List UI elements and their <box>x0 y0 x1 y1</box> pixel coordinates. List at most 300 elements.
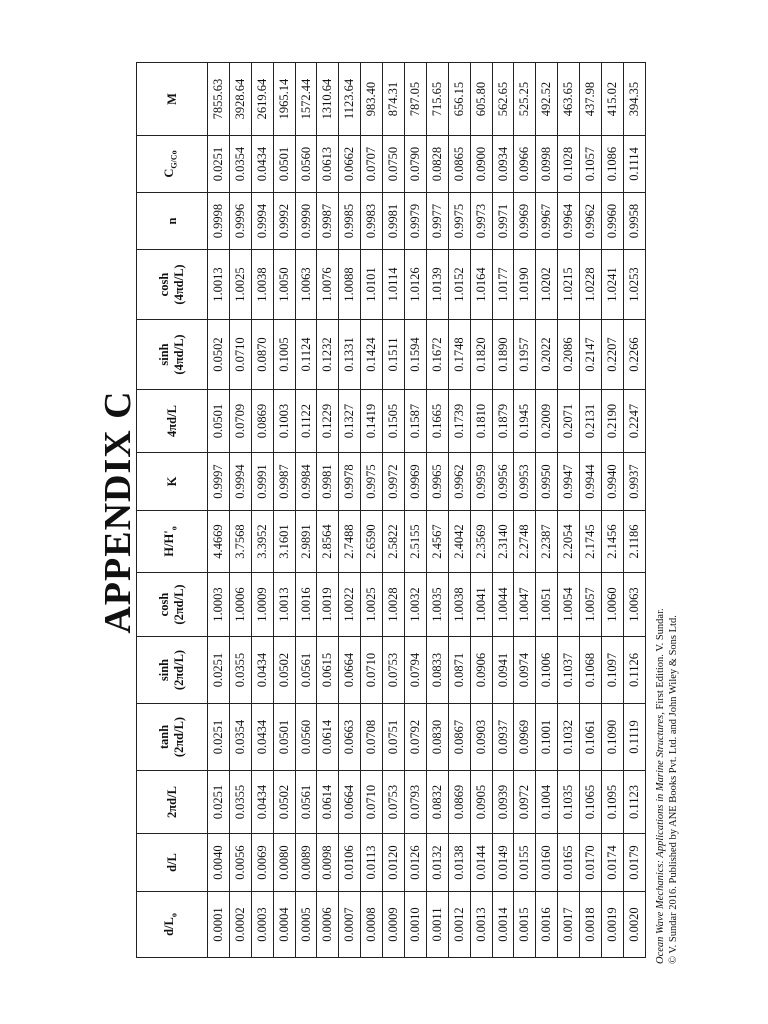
table-cell: 0.9997 <box>208 453 230 511</box>
table-cell: 2.7488 <box>339 511 361 573</box>
table-cell: 1.0016 <box>295 573 317 637</box>
page-title: APPENDIX C <box>97 390 139 634</box>
table-cell: 0.0830 <box>426 704 448 771</box>
table-cell: 0.9975 <box>448 193 470 250</box>
table-cell: 1.0044 <box>492 573 514 637</box>
table-cell: 0.1061 <box>580 704 602 771</box>
table-cell: 0.0900 <box>470 136 492 193</box>
book-title: Ocean Wave Mechanics: Applications in Marine Structures <box>655 714 666 964</box>
table-row <box>208 63 230 958</box>
table-cell: 0.1004 <box>536 771 558 834</box>
table-cell: 0.1748 <box>448 320 470 390</box>
table-cell: 0.0015 <box>514 892 536 958</box>
table-cell: 3928.64 <box>229 63 251 136</box>
table-cell: 983.40 <box>361 63 383 136</box>
table-cell: 0.0664 <box>339 771 361 834</box>
table-cell: 0.0069 <box>251 834 273 892</box>
table-cell: 562.65 <box>492 63 514 136</box>
table-cell: 1.0013 <box>208 250 230 320</box>
table-cell: 1.0241 <box>602 250 624 320</box>
table-row <box>580 63 602 958</box>
table-cell: 787.05 <box>405 63 427 136</box>
table-cell: 0.0018 <box>580 892 602 958</box>
table-cell: 0.1739 <box>448 390 470 453</box>
table-cell: 1.0025 <box>229 250 251 320</box>
table-cell: 0.0972 <box>514 771 536 834</box>
table-cell: 0.0089 <box>295 834 317 892</box>
column-header-label: d/L <box>164 853 179 872</box>
table-cell: 2619.64 <box>251 63 273 136</box>
column-header-label: 4πd/L <box>164 405 179 437</box>
table-cell: 0.2071 <box>558 390 580 453</box>
table-cell: 0.9977 <box>426 193 448 250</box>
table-cell: 0.0941 <box>492 637 514 704</box>
table-cell: 0.0251 <box>208 771 230 834</box>
table-cell: 0.0144 <box>470 834 492 892</box>
table-cell: 0.0010 <box>405 892 427 958</box>
table-cell: 0.2247 <box>623 390 645 453</box>
table-cell: 3.1601 <box>273 511 295 573</box>
table-cell: 0.9947 <box>558 453 580 511</box>
table-cell: 525.25 <box>514 63 536 136</box>
table-cell: 0.1505 <box>383 390 405 453</box>
table-cell: 2.5155 <box>405 511 427 573</box>
table-cell: 0.9959 <box>470 453 492 511</box>
table-cell: 0.0750 <box>383 136 405 193</box>
table-cell: 0.0753 <box>383 771 405 834</box>
table-cell: 0.0005 <box>295 892 317 958</box>
table-cell: 0.1232 <box>317 320 339 390</box>
table-cell: 0.1097 <box>602 637 624 704</box>
table-cell: 2.1745 <box>580 511 602 573</box>
table-cell: 2.3140 <box>492 511 514 573</box>
table-cell: 0.1124 <box>295 320 317 390</box>
table-cell: 0.0434 <box>251 136 273 193</box>
table-row <box>426 63 448 958</box>
table-cell: 0.0014 <box>492 892 514 958</box>
table-cell: 0.0174 <box>602 834 624 892</box>
table-cell: 715.65 <box>426 63 448 136</box>
table-cell: 0.0155 <box>514 834 536 892</box>
table-cell: 0.0501 <box>273 136 295 193</box>
table-cell: 1572.44 <box>295 63 317 136</box>
table-cell: 1.0177 <box>492 250 514 320</box>
table-cell: 2.4567 <box>426 511 448 573</box>
table-cell: 0.0017 <box>558 892 580 958</box>
table-cell: 0.0710 <box>229 320 251 390</box>
table-cell: 0.0502 <box>273 771 295 834</box>
column-header-subscript: o <box>169 913 179 918</box>
table-cell: 0.9937 <box>623 453 645 511</box>
column-header <box>137 390 208 453</box>
table-cell: 0.0869 <box>448 771 470 834</box>
table-cell: 0.1086 <box>602 136 624 193</box>
table-cell: 1310.64 <box>317 63 339 136</box>
table-cell: 0.0751 <box>383 704 405 771</box>
table-cell: 0.0098 <box>317 834 339 892</box>
table-cell: 0.9969 <box>514 193 536 250</box>
table-cell: 2.6590 <box>361 511 383 573</box>
column-header <box>137 320 208 390</box>
table-cell: 0.0004 <box>273 892 295 958</box>
table-cell: 0.0355 <box>229 637 251 704</box>
table-cell: 1.0190 <box>514 250 536 320</box>
table-cell: 0.0006 <box>317 892 339 958</box>
table-cell: 1.0057 <box>580 573 602 637</box>
table-cell: 0.0937 <box>492 704 514 771</box>
table-cell: 0.0906 <box>470 637 492 704</box>
table-cell: 1.0215 <box>558 250 580 320</box>
table-cell: 0.0828 <box>426 136 448 193</box>
column-header-label: H/H' <box>162 530 177 557</box>
column-header-sublabel: (4πd/L) <box>172 264 186 305</box>
table-cell: 0.9996 <box>229 193 251 250</box>
table-cell: 0.0790 <box>405 136 427 193</box>
table-cell: 492.52 <box>536 63 558 136</box>
table-cell: 1.0063 <box>623 573 645 637</box>
table-cell: 0.9973 <box>470 193 492 250</box>
table-cell: 1.0022 <box>339 573 361 637</box>
table-cell: 0.0056 <box>229 834 251 892</box>
table-cell: 0.9944 <box>580 453 602 511</box>
table-cell: 0.1057 <box>580 136 602 193</box>
table-cell: 0.1511 <box>383 320 405 390</box>
table-cell: 1.0063 <box>295 250 317 320</box>
table-cell: 0.2190 <box>602 390 624 453</box>
table-cell: 0.9953 <box>514 453 536 511</box>
table-cell: 0.2009 <box>536 390 558 453</box>
table-cell: 0.0998 <box>536 136 558 193</box>
table-cell: 0.9981 <box>317 453 339 511</box>
table-cell: 0.1424 <box>361 320 383 390</box>
table-cell: 0.1820 <box>470 320 492 390</box>
table-cell: 3.7568 <box>229 511 251 573</box>
table-cell: 656.15 <box>448 63 470 136</box>
column-header-label: K <box>164 476 179 487</box>
table-row <box>295 63 317 958</box>
table-cell: 1.0025 <box>361 573 383 637</box>
table-cell: 0.0966 <box>514 136 536 193</box>
table-cell: 0.0710 <box>361 771 383 834</box>
table-cell: 2.8564 <box>317 511 339 573</box>
table-cell: 0.0969 <box>514 704 536 771</box>
table-cell: 0.0865 <box>448 136 470 193</box>
table-cell: 0.9971 <box>492 193 514 250</box>
table-cell: 0.0011 <box>426 892 448 958</box>
table-cell: 0.2207 <box>602 320 624 390</box>
table-cell: 0.0020 <box>623 892 645 958</box>
table-cell: 0.1126 <box>623 637 645 704</box>
column-header <box>137 771 208 834</box>
table-cell: 0.0003 <box>251 892 273 958</box>
table-cell: 2.1186 <box>623 511 645 573</box>
table-cell: 0.0501 <box>208 390 230 453</box>
column-header-label: sinh <box>157 343 171 366</box>
table-cell: 1123.64 <box>339 63 361 136</box>
header-row <box>137 63 208 958</box>
column-header <box>137 63 208 136</box>
table-cell: 3.3952 <box>251 511 273 573</box>
table-cell: 0.9962 <box>580 193 602 250</box>
table-cell: 0.0662 <box>339 136 361 193</box>
table-cell: 0.0170 <box>580 834 602 892</box>
table-cell: 0.1331 <box>339 320 361 390</box>
table-cell: 0.0903 <box>470 704 492 771</box>
table-cell: 2.2054 <box>558 511 580 573</box>
table-cell: 1.0164 <box>470 250 492 320</box>
table-cell: 0.0502 <box>273 637 295 704</box>
table-cell: 1.0047 <box>514 573 536 637</box>
table-row <box>317 63 339 958</box>
table-cell: 0.0434 <box>251 637 273 704</box>
table-cell: 0.1879 <box>492 390 514 453</box>
table-cell: 0.0138 <box>448 834 470 892</box>
table-cell: 1.0088 <box>339 250 361 320</box>
table-cell: 0.0149 <box>492 834 514 892</box>
table-cell: 0.0434 <box>251 771 273 834</box>
table-cell: 0.1095 <box>602 771 624 834</box>
column-header <box>137 250 208 320</box>
table-cell: 0.0560 <box>295 136 317 193</box>
table-cell: 0.0080 <box>273 834 295 892</box>
edition-text: , First Edition. V. Sundar. <box>655 608 666 715</box>
column-header-label: cosh <box>157 272 171 297</box>
table-cell: 0.0615 <box>317 637 339 704</box>
table-cell: 0.9962 <box>448 453 470 511</box>
table-row <box>492 63 514 958</box>
table-cell: 0.0502 <box>208 320 230 390</box>
table-cell: 0.2147 <box>580 320 602 390</box>
table-cell: 2.3569 <box>470 511 492 573</box>
table-cell: 394.35 <box>623 63 645 136</box>
table-cell: 0.9960 <box>602 193 624 250</box>
table-cell: 1.0009 <box>251 573 273 637</box>
table-cell: 1.0101 <box>361 250 383 320</box>
table-cell: 0.9998 <box>208 193 230 250</box>
table-cell: 0.9967 <box>536 193 558 250</box>
table-cell: 2.1456 <box>602 511 624 573</box>
column-header-subscript: G/Co <box>169 150 179 169</box>
table-cell: 0.1327 <box>339 390 361 453</box>
table-cell: 0.0165 <box>558 834 580 892</box>
table-cell: 0.0354 <box>229 704 251 771</box>
table-cell: 0.1068 <box>580 637 602 704</box>
column-header-label: tanh <box>157 724 171 750</box>
table-cell: 0.0126 <box>405 834 427 892</box>
table-cell: 0.9994 <box>229 453 251 511</box>
table-cell: 0.0905 <box>470 771 492 834</box>
table-cell: 0.1090 <box>602 704 624 771</box>
table-cell: 0.1119 <box>623 704 645 771</box>
table-cell: 0.0613 <box>317 136 339 193</box>
table-cell: 1.0051 <box>536 573 558 637</box>
column-header-sublabel: (4πd/L) <box>172 334 186 375</box>
table-cell: 0.0009 <box>383 892 405 958</box>
table-cell: 0.0120 <box>383 834 405 892</box>
table-cell: 0.1037 <box>558 637 580 704</box>
table-cell: 0.9990 <box>295 193 317 250</box>
table-cell: 0.0013 <box>470 892 492 958</box>
column-header-label: sinh <box>157 658 171 682</box>
table-cell: 2.9891 <box>295 511 317 573</box>
table-cell: 0.0251 <box>208 704 230 771</box>
table-cell: 1.0126 <box>405 250 427 320</box>
table-cell: 0.1587 <box>405 390 427 453</box>
table-cell: 1.0019 <box>317 573 339 637</box>
table-body <box>208 63 646 958</box>
table-cell: 0.2086 <box>558 320 580 390</box>
table-cell: 0.1001 <box>536 704 558 771</box>
table-cell: 0.1028 <box>558 136 580 193</box>
table-cell: 1.0038 <box>448 573 470 637</box>
table-cell: 0.9991 <box>251 453 273 511</box>
table-cell: 0.0002 <box>229 892 251 958</box>
table-cell: 0.0870 <box>251 320 273 390</box>
table-cell: 0.9985 <box>339 193 361 250</box>
table-cell: 0.9983 <box>361 193 383 250</box>
wave-table <box>136 62 646 958</box>
table-cell: 0.0501 <box>273 704 295 771</box>
table-cell: 0.1419 <box>361 390 383 453</box>
table-cell: 0.0614 <box>317 704 339 771</box>
table-cell: 0.0179 <box>623 834 645 892</box>
table-cell: 0.9978 <box>339 453 361 511</box>
table-cell: 0.0974 <box>514 637 536 704</box>
table-cell: 0.1123 <box>623 771 645 834</box>
table-cell: 1.0050 <box>273 250 295 320</box>
table-cell: 0.0434 <box>251 704 273 771</box>
table-cell: 1.0114 <box>383 250 405 320</box>
table-row <box>339 63 361 958</box>
table-cell: 1.0038 <box>251 250 273 320</box>
table-cell: 0.9964 <box>558 193 580 250</box>
table-cell: 0.0001 <box>208 892 230 958</box>
table-cell: 0.0867 <box>448 704 470 771</box>
table-cell: 2.4042 <box>448 511 470 573</box>
table-row <box>623 63 645 958</box>
table-cell: 0.1957 <box>514 320 536 390</box>
table-cell: 1.0139 <box>426 250 448 320</box>
column-header-label: n <box>164 217 179 225</box>
table-cell: 463.65 <box>558 63 580 136</box>
table-cell: 1.0076 <box>317 250 339 320</box>
table-cell: 0.9969 <box>405 453 427 511</box>
column-header-sublabel: (2πd/L) <box>172 584 186 625</box>
table-cell: 2.5822 <box>383 511 405 573</box>
table-cell: 0.9994 <box>251 193 273 250</box>
table-cell: 0.0354 <box>229 136 251 193</box>
table-cell: 1.0054 <box>558 573 580 637</box>
table-cell: 0.0793 <box>405 771 427 834</box>
table-cell: 0.9956 <box>492 453 514 511</box>
table-cell: 0.1672 <box>426 320 448 390</box>
table-cell: 7855.63 <box>208 63 230 136</box>
table-cell: 0.2022 <box>536 320 558 390</box>
table-cell: 0.0251 <box>208 136 230 193</box>
table-cell: 1.0003 <box>208 573 230 637</box>
table-cell: 605.80 <box>470 63 492 136</box>
table-cell: 0.9972 <box>383 453 405 511</box>
column-header <box>137 193 208 250</box>
table-cell: 0.0019 <box>602 892 624 958</box>
table-cell: 0.0012 <box>448 892 470 958</box>
column-header <box>137 136 208 193</box>
table-cell: 4.4669 <box>208 511 230 573</box>
table-cell: 0.0560 <box>295 704 317 771</box>
table-row <box>273 63 295 958</box>
table-cell: 2.2748 <box>514 511 536 573</box>
column-header <box>137 511 208 573</box>
table-cell: 874.31 <box>383 63 405 136</box>
table-cell: 0.0708 <box>361 704 383 771</box>
table-cell: 0.0106 <box>339 834 361 892</box>
table-cell: 0.9950 <box>536 453 558 511</box>
table-cell: 1.0032 <box>405 573 427 637</box>
footer-copyright: © V. Sundar 2016. Published by ANE Books Pvt. Ltd. and John Wiley & Sons Ltd. <box>668 615 679 964</box>
table-cell: 0.9984 <box>295 453 317 511</box>
footer <box>654 264 680 964</box>
table-row <box>602 63 624 958</box>
table-row <box>361 63 383 958</box>
column-header <box>137 453 208 511</box>
table-row <box>383 63 405 958</box>
table-cell: 0.0113 <box>361 834 383 892</box>
table-row <box>514 63 536 958</box>
table-cell: 0.9958 <box>623 193 645 250</box>
table-cell: 1.0035 <box>426 573 448 637</box>
table-cell: 0.1035 <box>558 771 580 834</box>
table-cell: 0.0355 <box>229 771 251 834</box>
table-cell: 0.1032 <box>558 704 580 771</box>
table-cell: 0.0792 <box>405 704 427 771</box>
table-cell: 1965.14 <box>273 63 295 136</box>
table-cell: 0.0832 <box>426 771 448 834</box>
table-cell: 0.0664 <box>339 637 361 704</box>
table-cell: 0.1665 <box>426 390 448 453</box>
column-header-label: d/L <box>162 917 177 936</box>
table-cell: 0.0707 <box>361 136 383 193</box>
footer-citation <box>654 264 667 964</box>
table-cell: 0.1114 <box>623 136 645 193</box>
table-cell: 0.0710 <box>361 637 383 704</box>
table-cell: 0.0016 <box>536 892 558 958</box>
table-cell: 437.98 <box>580 63 602 136</box>
table-cell: 0.9965 <box>426 453 448 511</box>
column-header-sublabel: (2πd/L) <box>172 716 186 758</box>
table-cell: 0.0251 <box>208 637 230 704</box>
table-cell: 0.9987 <box>273 453 295 511</box>
table-cell: 1.0013 <box>273 573 295 637</box>
table-cell: 0.0561 <box>295 771 317 834</box>
table-cell: 1.0041 <box>470 573 492 637</box>
table-row <box>405 63 427 958</box>
table-cell: 0.1229 <box>317 390 339 453</box>
table-cell: 0.9992 <box>273 193 295 250</box>
table-cell: 0.9979 <box>405 193 427 250</box>
table-cell: 0.9981 <box>383 193 405 250</box>
table-cell: 0.0794 <box>405 637 427 704</box>
table-cell: 0.9975 <box>361 453 383 511</box>
table-cell: 0.0132 <box>426 834 448 892</box>
table-cell: 0.0934 <box>492 136 514 193</box>
column-header <box>137 892 208 958</box>
table-row <box>470 63 492 958</box>
table-row <box>229 63 251 958</box>
table-cell: 0.1810 <box>470 390 492 453</box>
table-cell: 0.0040 <box>208 834 230 892</box>
column-header-subscript: o <box>169 526 179 531</box>
table-cell: 0.1006 <box>536 637 558 704</box>
